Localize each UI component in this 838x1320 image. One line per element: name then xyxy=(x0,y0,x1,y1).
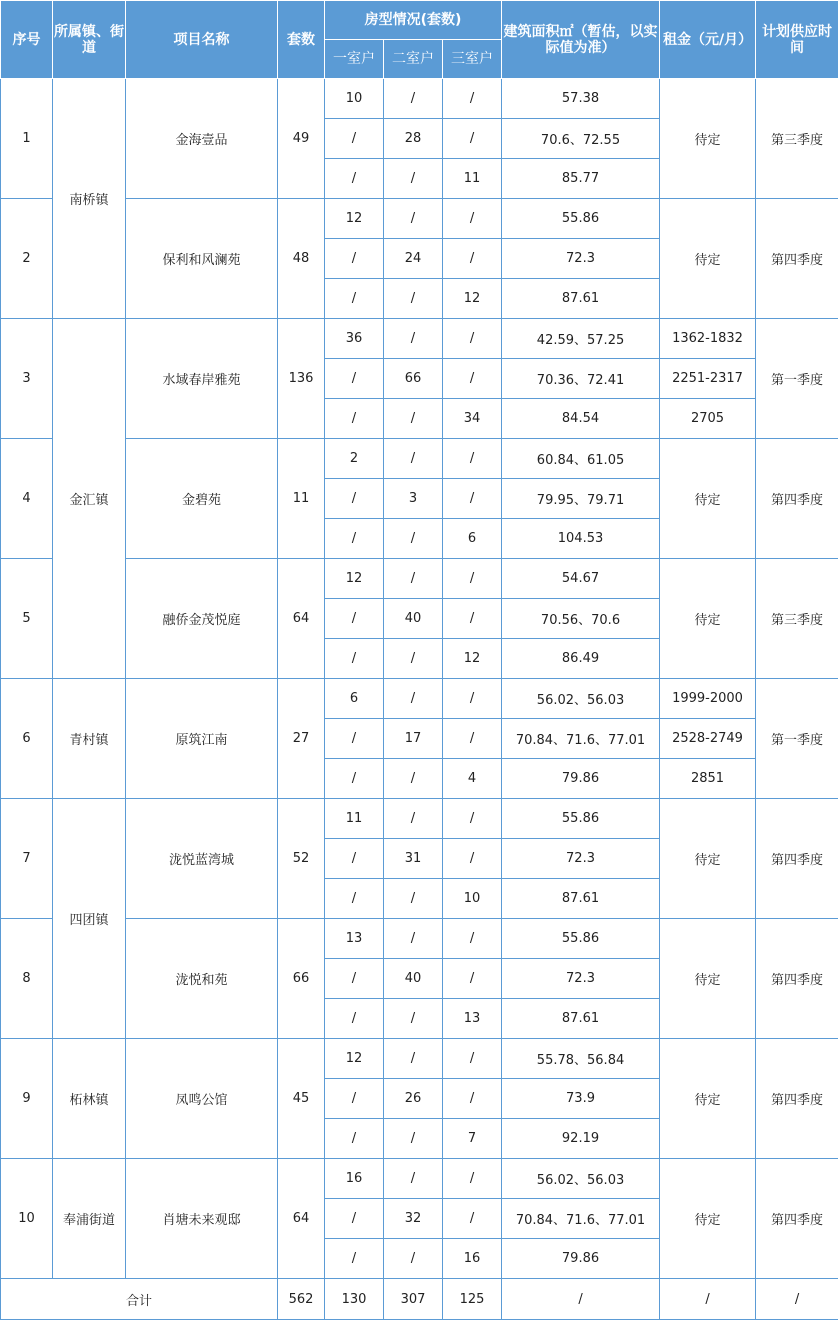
cell-area: 55.78、56.84 xyxy=(502,1039,660,1079)
cell-one-room: 10 xyxy=(325,79,384,119)
cell-three-room: / xyxy=(443,799,502,839)
cell-one-room: / xyxy=(325,639,384,679)
cell-three-room: 12 xyxy=(443,639,502,679)
cell-two-room: / xyxy=(384,1159,443,1199)
cell-supply-time: 第四季度 xyxy=(756,439,838,559)
table-header xyxy=(1,1,838,79)
cell-three-room: 7 xyxy=(443,1119,502,1159)
cell-three-room: 34 xyxy=(443,399,502,439)
cell-one-room: / xyxy=(325,719,384,759)
cell-one-room: / xyxy=(325,519,384,559)
cell-area: 86.49 xyxy=(502,639,660,679)
cell-three-room: / xyxy=(443,719,502,759)
cell-area: 87.61 xyxy=(502,879,660,919)
cell-supply-time: 第四季度 xyxy=(756,799,838,919)
cell-town: 柘林镇 xyxy=(53,1039,126,1159)
cell-index: 10 xyxy=(1,1159,53,1279)
cell-town: 奉浦街道 xyxy=(53,1159,126,1279)
cell-supply-time: 第三季度 xyxy=(756,559,838,679)
cell-rent: 待定 xyxy=(660,199,756,319)
cell-supply-time: 第一季度 xyxy=(756,679,838,799)
cell-three-room: / xyxy=(443,959,502,999)
cell-two-room: / xyxy=(384,79,443,119)
cell-area: 70.36、72.41 xyxy=(502,359,660,399)
cell-one-room: / xyxy=(325,959,384,999)
cell-one-room: 12 xyxy=(325,559,384,599)
cell-two-room: / xyxy=(384,319,443,359)
cell-units: 48 xyxy=(278,199,325,319)
cell-two-room: / xyxy=(384,519,443,559)
cell-area: 92.19 xyxy=(502,1119,660,1159)
cell-area: 87.61 xyxy=(502,279,660,319)
cell-two-room: 40 xyxy=(384,599,443,639)
cell-two-room: 24 xyxy=(384,239,443,279)
total-one-room: 130 xyxy=(325,1279,384,1320)
cell-one-room: 13 xyxy=(325,919,384,959)
cell-three-room: / xyxy=(443,1079,502,1119)
cell-one-room: / xyxy=(325,1199,384,1239)
cell-one-room: / xyxy=(325,479,384,519)
cell-rent: 2251-2317 xyxy=(660,359,756,399)
table-row xyxy=(1,439,838,479)
cell-one-room: / xyxy=(325,839,384,879)
cell-one-room: / xyxy=(325,159,384,199)
cell-one-room: / xyxy=(325,239,384,279)
cell-one-room: / xyxy=(325,359,384,399)
cell-one-room: / xyxy=(325,1079,384,1119)
cell-area: 70.84、71.6、77.01 xyxy=(502,1199,660,1239)
cell-units: 52 xyxy=(278,799,325,919)
cell-three-room: / xyxy=(443,919,502,959)
cell-rent: 待定 xyxy=(660,1159,756,1279)
cell-units: 64 xyxy=(278,559,325,679)
header-one-room: 一室户 xyxy=(325,40,384,79)
cell-three-room: / xyxy=(443,79,502,119)
cell-one-room: / xyxy=(325,599,384,639)
cell-two-room: 40 xyxy=(384,959,443,999)
cell-two-room: / xyxy=(384,919,443,959)
cell-two-room: / xyxy=(384,199,443,239)
total-area: / xyxy=(502,1279,660,1320)
cell-area: 55.86 xyxy=(502,799,660,839)
table-row xyxy=(1,799,838,839)
cell-three-room: / xyxy=(443,1039,502,1079)
cell-two-room: / xyxy=(384,559,443,599)
cell-one-room: / xyxy=(325,399,384,439)
cell-one-room: 36 xyxy=(325,319,384,359)
cell-three-room: / xyxy=(443,1159,502,1199)
table-row xyxy=(1,199,838,239)
total-label: 合计 xyxy=(1,1279,278,1320)
cell-area: 56.02、56.03 xyxy=(502,1159,660,1199)
cell-three-room: / xyxy=(443,839,502,879)
cell-two-room: 31 xyxy=(384,839,443,879)
cell-index: 1 xyxy=(1,79,53,199)
cell-area: 55.86 xyxy=(502,919,660,959)
cell-two-room: / xyxy=(384,679,443,719)
total-supply-time: / xyxy=(756,1279,838,1320)
cell-area: 56.02、56.03 xyxy=(502,679,660,719)
cell-three-room: / xyxy=(443,439,502,479)
cell-three-room: / xyxy=(443,199,502,239)
cell-one-room: 12 xyxy=(325,1039,384,1079)
header-town: 所属镇、街道 xyxy=(53,1,126,79)
cell-supply-time: 第四季度 xyxy=(756,919,838,1039)
cell-project-name: 保利和风澜苑 xyxy=(126,199,278,319)
cell-rent: 2705 xyxy=(660,399,756,439)
cell-area: 72.3 xyxy=(502,239,660,279)
cell-three-room: / xyxy=(443,319,502,359)
cell-two-room: 17 xyxy=(384,719,443,759)
total-rent: / xyxy=(660,1279,756,1320)
cell-two-room: / xyxy=(384,279,443,319)
cell-two-room: 66 xyxy=(384,359,443,399)
cell-two-room: / xyxy=(384,399,443,439)
cell-area: 73.9 xyxy=(502,1079,660,1119)
cell-three-room: / xyxy=(443,239,502,279)
cell-three-room: 16 xyxy=(443,1239,502,1279)
cell-one-room: 16 xyxy=(325,1159,384,1199)
cell-three-room: / xyxy=(443,359,502,399)
cell-units: 49 xyxy=(278,79,325,199)
cell-project-name: 凤鸣公馆 xyxy=(126,1039,278,1159)
cell-one-room: / xyxy=(325,279,384,319)
cell-three-room: 10 xyxy=(443,879,502,919)
cell-three-room: / xyxy=(443,679,502,719)
total-units: 562 xyxy=(278,1279,325,1320)
cell-one-room: 6 xyxy=(325,679,384,719)
cell-two-room: / xyxy=(384,799,443,839)
header-index: 序号 xyxy=(1,1,53,79)
cell-supply-time: 第三季度 xyxy=(756,79,838,199)
cell-rent: 待定 xyxy=(660,439,756,559)
header-layout-group: 房型情况(套数) xyxy=(325,1,502,40)
cell-three-room: / xyxy=(443,599,502,639)
cell-one-room: / xyxy=(325,879,384,919)
cell-two-room: / xyxy=(384,439,443,479)
header-project: 项目名称 xyxy=(126,1,278,79)
cell-three-room: 6 xyxy=(443,519,502,559)
cell-rent: 待定 xyxy=(660,1039,756,1159)
header-supply-time: 计划供应时间 xyxy=(756,1,838,79)
cell-three-room: / xyxy=(443,119,502,159)
cell-rent: 1999-2000 xyxy=(660,679,756,719)
table-row xyxy=(1,679,838,719)
cell-index: 8 xyxy=(1,919,53,1039)
cell-three-room: / xyxy=(443,479,502,519)
cell-three-room: 4 xyxy=(443,759,502,799)
cell-supply-time: 第四季度 xyxy=(756,1159,838,1279)
header-rent: 租金（元/月） xyxy=(660,1,756,79)
cell-three-room: / xyxy=(443,559,502,599)
table-row xyxy=(1,919,838,959)
cell-project-name: 水域春岸雅苑 xyxy=(126,319,278,439)
cell-three-room: / xyxy=(443,1199,502,1239)
cell-one-room: 11 xyxy=(325,799,384,839)
cell-area: 60.84、61.05 xyxy=(502,439,660,479)
cell-area: 57.38 xyxy=(502,79,660,119)
cell-two-room: / xyxy=(384,1119,443,1159)
header-three-room: 三室户 xyxy=(443,40,502,79)
total-three-room: 125 xyxy=(443,1279,502,1320)
table-body xyxy=(1,79,838,1320)
cell-index: 5 xyxy=(1,559,53,679)
cell-one-room: / xyxy=(325,759,384,799)
cell-rent: 待定 xyxy=(660,919,756,1039)
cell-area: 85.77 xyxy=(502,159,660,199)
cell-area: 104.53 xyxy=(502,519,660,559)
cell-area: 70.6、72.55 xyxy=(502,119,660,159)
cell-project-name: 原筑江南 xyxy=(126,679,278,799)
cell-two-room: / xyxy=(384,639,443,679)
cell-project-name: 泷悦和苑 xyxy=(126,919,278,1039)
cell-rent: 待定 xyxy=(660,799,756,919)
cell-supply-time: 第四季度 xyxy=(756,1039,838,1159)
cell-town: 南桥镇 xyxy=(53,79,126,319)
cell-project-name: 融侨金茂悦庭 xyxy=(126,559,278,679)
cell-one-room: 2 xyxy=(325,439,384,479)
cell-rent: 待定 xyxy=(660,559,756,679)
cell-two-room: / xyxy=(384,999,443,1039)
cell-project-name: 肖塘未来观邸 xyxy=(126,1159,278,1279)
cell-two-room: / xyxy=(384,1039,443,1079)
cell-units: 66 xyxy=(278,919,325,1039)
cell-project-name: 金海壹品 xyxy=(126,79,278,199)
cell-area: 79.95、79.71 xyxy=(502,479,660,519)
cell-units: 64 xyxy=(278,1159,325,1279)
total-two-room: 307 xyxy=(384,1279,443,1320)
cell-one-room: / xyxy=(325,1239,384,1279)
cell-one-room: / xyxy=(325,119,384,159)
cell-rent: 2851 xyxy=(660,759,756,799)
cell-rent: 待定 xyxy=(660,79,756,199)
cell-supply-time: 第一季度 xyxy=(756,319,838,439)
cell-project-name: 金碧苑 xyxy=(126,439,278,559)
cell-area: 87.61 xyxy=(502,999,660,1039)
table-row xyxy=(1,1159,838,1199)
cell-one-room: / xyxy=(325,999,384,1039)
cell-index: 3 xyxy=(1,319,53,439)
total-row xyxy=(1,1279,838,1320)
cell-town: 四团镇 xyxy=(53,799,126,1039)
cell-index: 7 xyxy=(1,799,53,919)
cell-three-room: 13 xyxy=(443,999,502,1039)
table-row xyxy=(1,1039,838,1079)
cell-index: 6 xyxy=(1,679,53,799)
cell-area: 79.86 xyxy=(502,1239,660,1279)
cell-area: 72.3 xyxy=(502,959,660,999)
cell-area: 79.86 xyxy=(502,759,660,799)
cell-two-room: 3 xyxy=(384,479,443,519)
cell-rent: 2528-2749 xyxy=(660,719,756,759)
cell-two-room: / xyxy=(384,1239,443,1279)
cell-two-room: 32 xyxy=(384,1199,443,1239)
cell-index: 4 xyxy=(1,439,53,559)
cell-units: 45 xyxy=(278,1039,325,1159)
cell-one-room: / xyxy=(325,1119,384,1159)
cell-rent: 1362-1832 xyxy=(660,319,756,359)
cell-town: 金汇镇 xyxy=(53,319,126,679)
cell-town: 青村镇 xyxy=(53,679,126,799)
header-area: 建筑面积㎡（暂估，以实际值为准） xyxy=(502,1,660,79)
table-row xyxy=(1,559,838,599)
cell-area: 42.59、57.25 xyxy=(502,319,660,359)
cell-two-room: / xyxy=(384,159,443,199)
cell-area: 70.56、70.6 xyxy=(502,599,660,639)
cell-project-name: 泷悦蓝湾城 xyxy=(126,799,278,919)
cell-three-room: 11 xyxy=(443,159,502,199)
cell-units: 11 xyxy=(278,439,325,559)
cell-two-room: / xyxy=(384,879,443,919)
cell-three-room: 12 xyxy=(443,279,502,319)
cell-one-room: 12 xyxy=(325,199,384,239)
cell-area: 84.54 xyxy=(502,399,660,439)
cell-area: 55.86 xyxy=(502,199,660,239)
cell-two-room: / xyxy=(384,759,443,799)
cell-two-room: 28 xyxy=(384,119,443,159)
cell-area: 70.84、71.6、77.01 xyxy=(502,719,660,759)
cell-index: 2 xyxy=(1,199,53,319)
header-units: 套数 xyxy=(278,1,325,79)
cell-area: 72.3 xyxy=(502,839,660,879)
cell-two-room: 26 xyxy=(384,1079,443,1119)
table-row xyxy=(1,79,838,119)
cell-area: 54.67 xyxy=(502,559,660,599)
cell-index: 9 xyxy=(1,1039,53,1159)
table-row xyxy=(1,319,838,359)
cell-units: 136 xyxy=(278,319,325,439)
cell-supply-time: 第四季度 xyxy=(756,199,838,319)
cell-units: 27 xyxy=(278,679,325,799)
header-two-room: 二室户 xyxy=(384,40,443,79)
